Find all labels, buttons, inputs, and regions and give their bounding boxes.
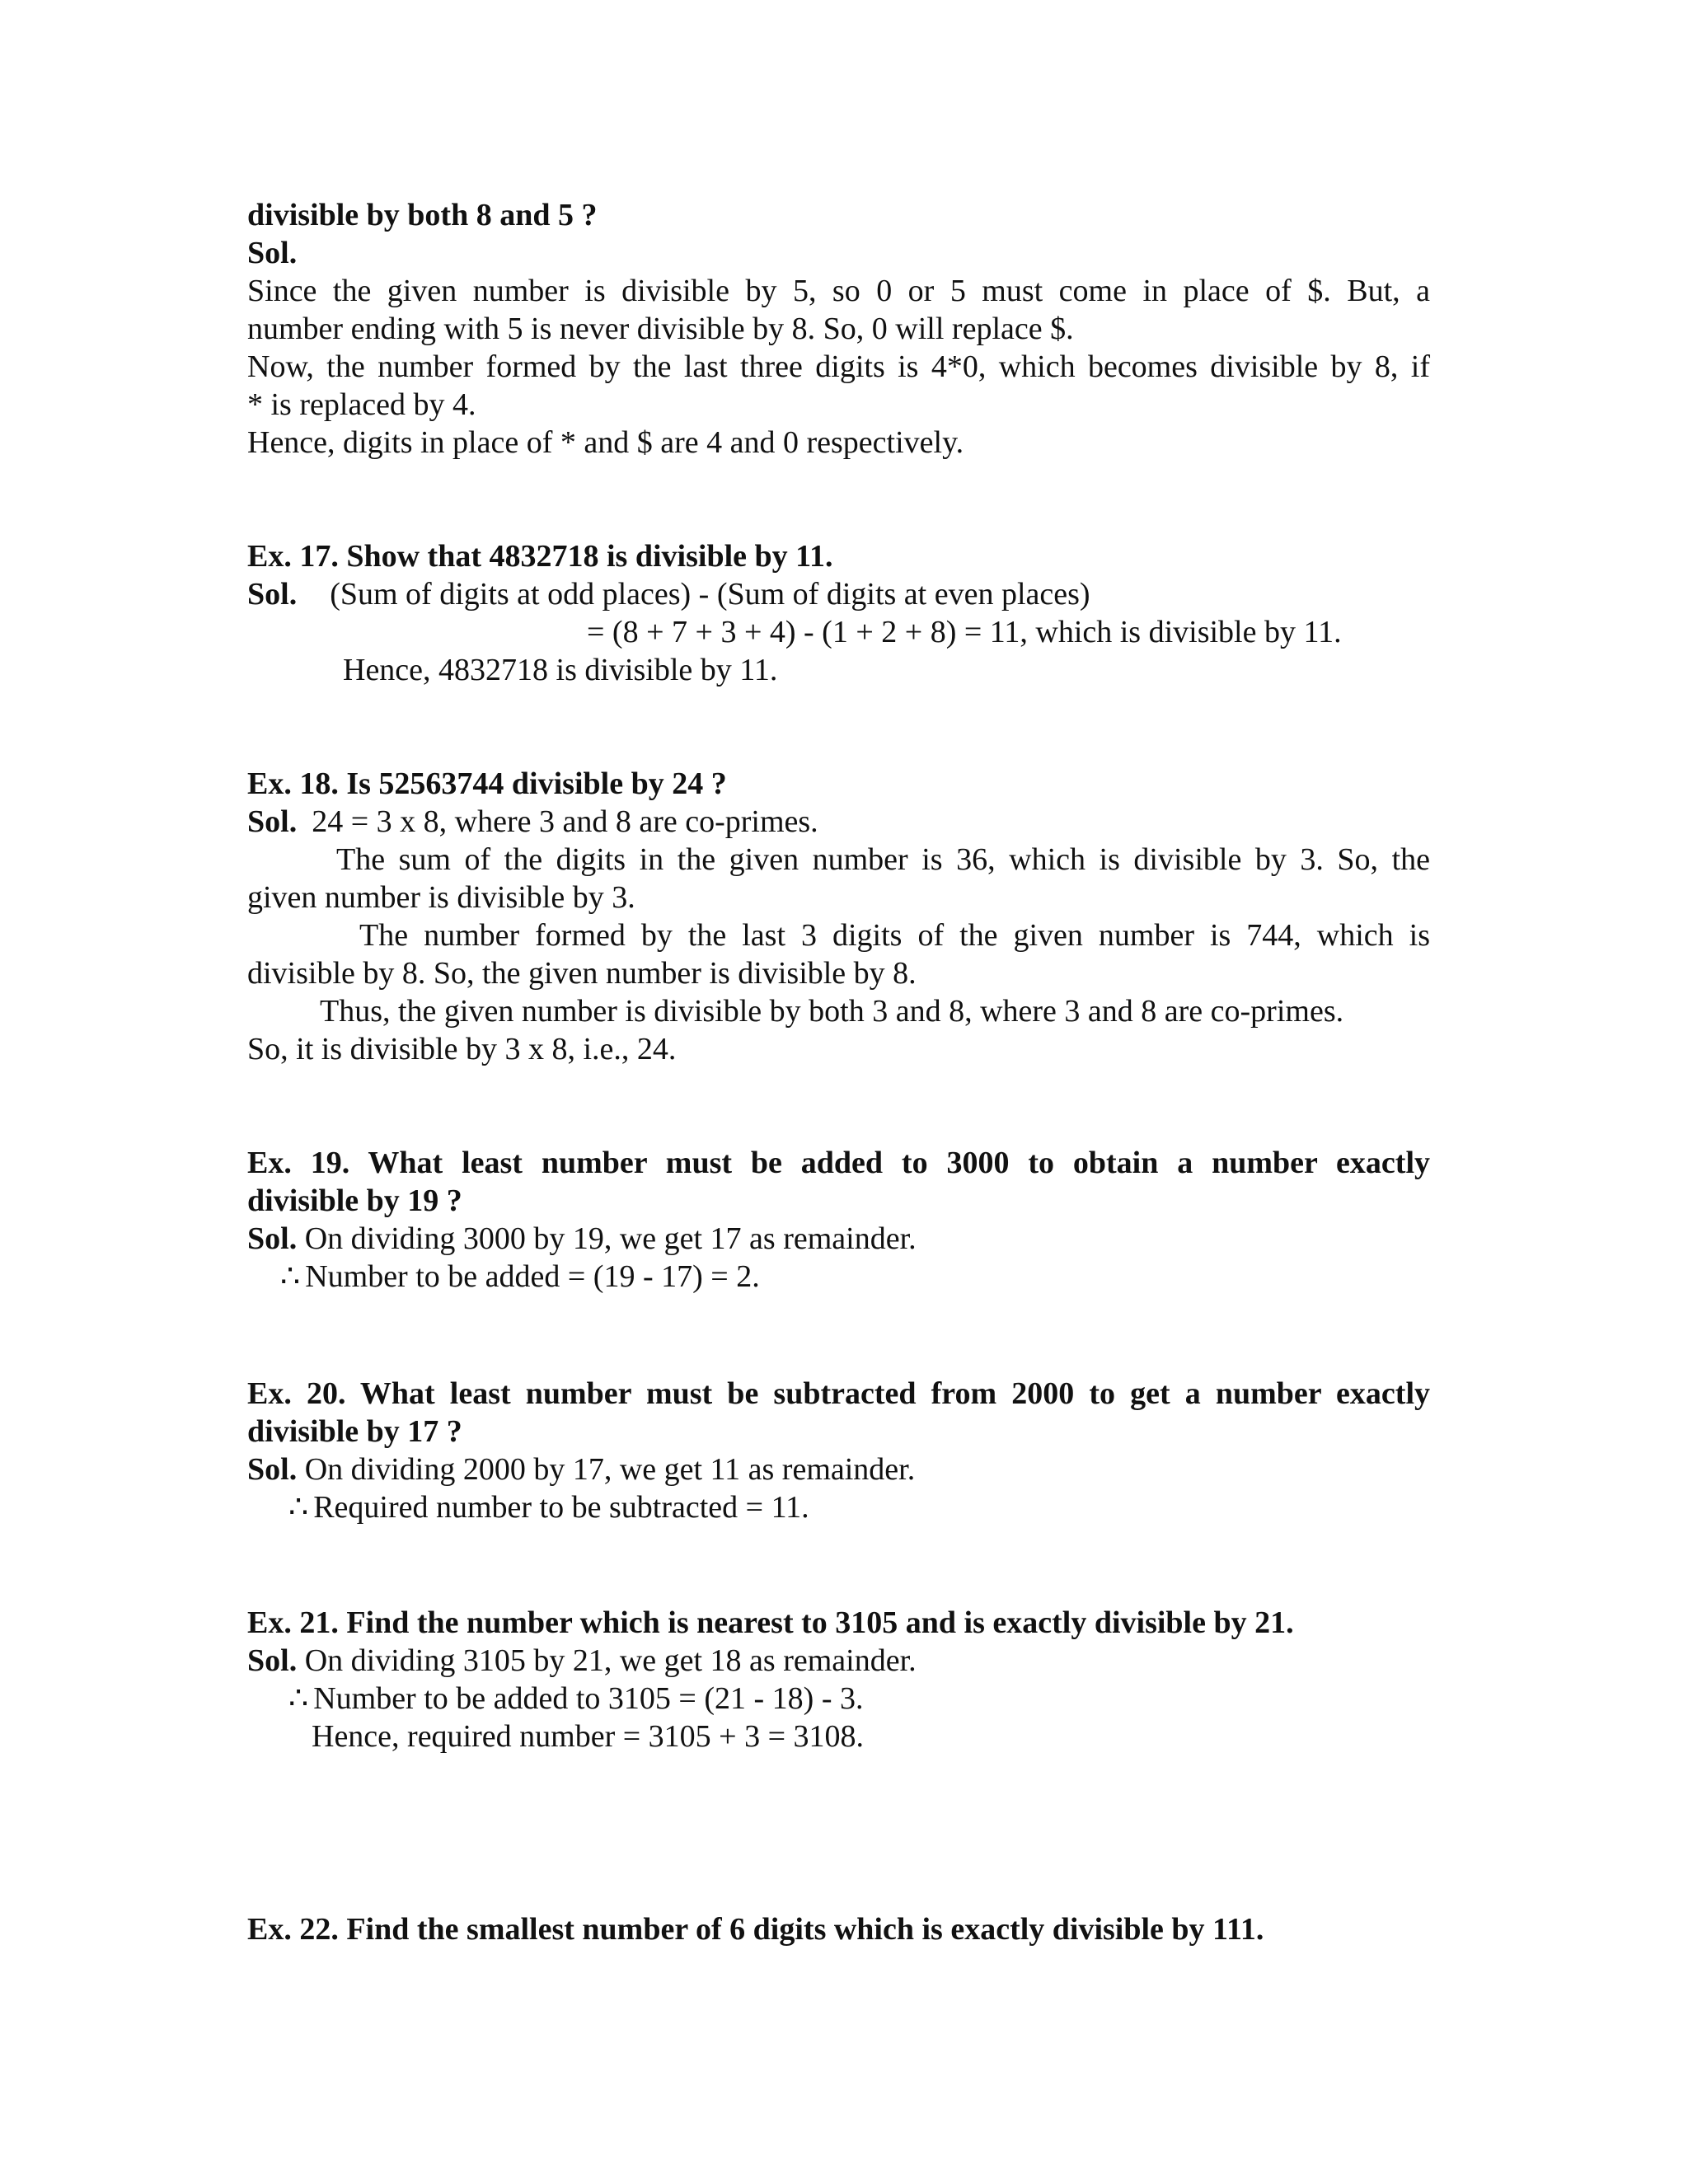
sol-label: Sol.	[247, 804, 298, 839]
question-continuation: divisible by both 8 and 5 ?	[247, 198, 598, 232]
solution-text: On dividing 3000 by 19, we get 17 as remainder.	[304, 1221, 917, 1256]
example-19-title: Ex. 19. What least number must be added to 3000 to obtain a number exactly	[247, 1146, 1430, 1180]
therefore-symbol: ∴	[288, 1681, 309, 1716]
example-18-solution-line: The number formed by the last 3 digits of the given number is 744, which is	[359, 918, 1430, 953]
example-19-title-cont: divisible by 19 ?	[247, 1183, 462, 1218]
solution-text: Required number to be subtracted = 11.	[313, 1490, 809, 1525]
example-18-solution-line	[247, 803, 818, 841]
sol-label: Sol.	[247, 1643, 298, 1678]
solution-text-line: Hence, digits in place of * and $ are 4 and 0 respectively.	[247, 425, 964, 460]
example-19-conclusion	[280, 1258, 760, 1296]
example-21-title: Ex. 21. Find the number which is nearest to 3105 and is exactly divisible by 21.	[247, 1605, 1294, 1640]
example-21-conclusion: Hence, required number = 3105 + 3 = 3108.	[312, 1719, 865, 1754]
example-17-title: Ex. 17. Show that 4832718 is divisible by 11.	[247, 539, 833, 574]
solution-text: On dividing 3105 by 21, we get 18 as remainder.	[304, 1643, 917, 1678]
example-20-title-cont: divisible by 17 ?	[247, 1414, 462, 1449]
example-18-title: Ex. 18. Is 52563744 divisible by 24 ?	[247, 766, 727, 801]
solution-text-line: Now, the number formed by the last three digits is 4*0, which becomes divisible by 8, if	[247, 349, 1430, 384]
sol-label: Sol.	[247, 1452, 298, 1487]
solution-text: 24 = 3 x 8, where 3 and 8 are co-primes.	[312, 804, 818, 839]
example-18-conclusion: So, it is divisible by 3 x 8, i.e., 24.	[247, 1032, 677, 1066]
example-18-solution-line: Thus, the given number is divisible by both 3 and 8, where 3 and 8 are co-primes.	[320, 994, 1344, 1029]
solution-text: (Sum of digits at odd places) - (Sum of digits at even places)	[330, 577, 1090, 612]
sol-label: Sol.	[247, 577, 298, 612]
example-22-title: Ex. 22. Find the smallest number of 6 digits which is exactly divisible by 111.	[247, 1912, 1264, 1947]
solution-text: Number to be added = (19 - 17) = 2.	[305, 1259, 760, 1294]
example-18-solution-line: given number is divisible by 3.	[247, 880, 635, 915]
solution-text-line: number ending with 5 is never divisible by 8. So, 0 will replace $.	[247, 312, 1074, 346]
example-17-solution-line: = (8 + 7 + 3 + 4) - (1 + 2 + 8) = 11, which is divisible by 11.	[587, 615, 1342, 649]
example-21-solution-line	[247, 1642, 917, 1680]
example-18-solution-line: divisible by 8. So, the given number is divisible by 8.	[247, 956, 917, 991]
solution-text: Number to be added to 3105 = (21 - 18) - 3.	[313, 1681, 864, 1716]
example-20-solution-line	[247, 1451, 915, 1488]
therefore-symbol: ∴	[280, 1259, 301, 1294]
solution-text-line: Since the given number is divisible by 5, so 0 or 5 must come in place of $. But, a	[247, 274, 1430, 308]
example-17-solution-line	[247, 575, 1090, 613]
example-17-conclusion: Hence, 4832718 is divisible by 11.	[343, 653, 778, 687]
solution-text: On dividing 2000 by 17, we get 11 as remainder.	[304, 1452, 916, 1487]
sol-label: Sol.	[247, 236, 298, 270]
example-20-conclusion	[288, 1488, 809, 1526]
solution-text-line: * is replaced by 4.	[247, 387, 476, 422]
example-18-solution-line: The sum of the digits in the given number is 36, which is divisible by 3. So, the	[336, 842, 1430, 877]
example-20-title: Ex. 20. What least number must be subtracted from 2000 to get a number exactly	[247, 1376, 1430, 1411]
therefore-symbol: ∴	[288, 1490, 309, 1525]
sol-label: Sol.	[247, 1221, 298, 1256]
example-21-solution-line	[288, 1680, 863, 1718]
example-19-solution-line	[247, 1220, 917, 1258]
